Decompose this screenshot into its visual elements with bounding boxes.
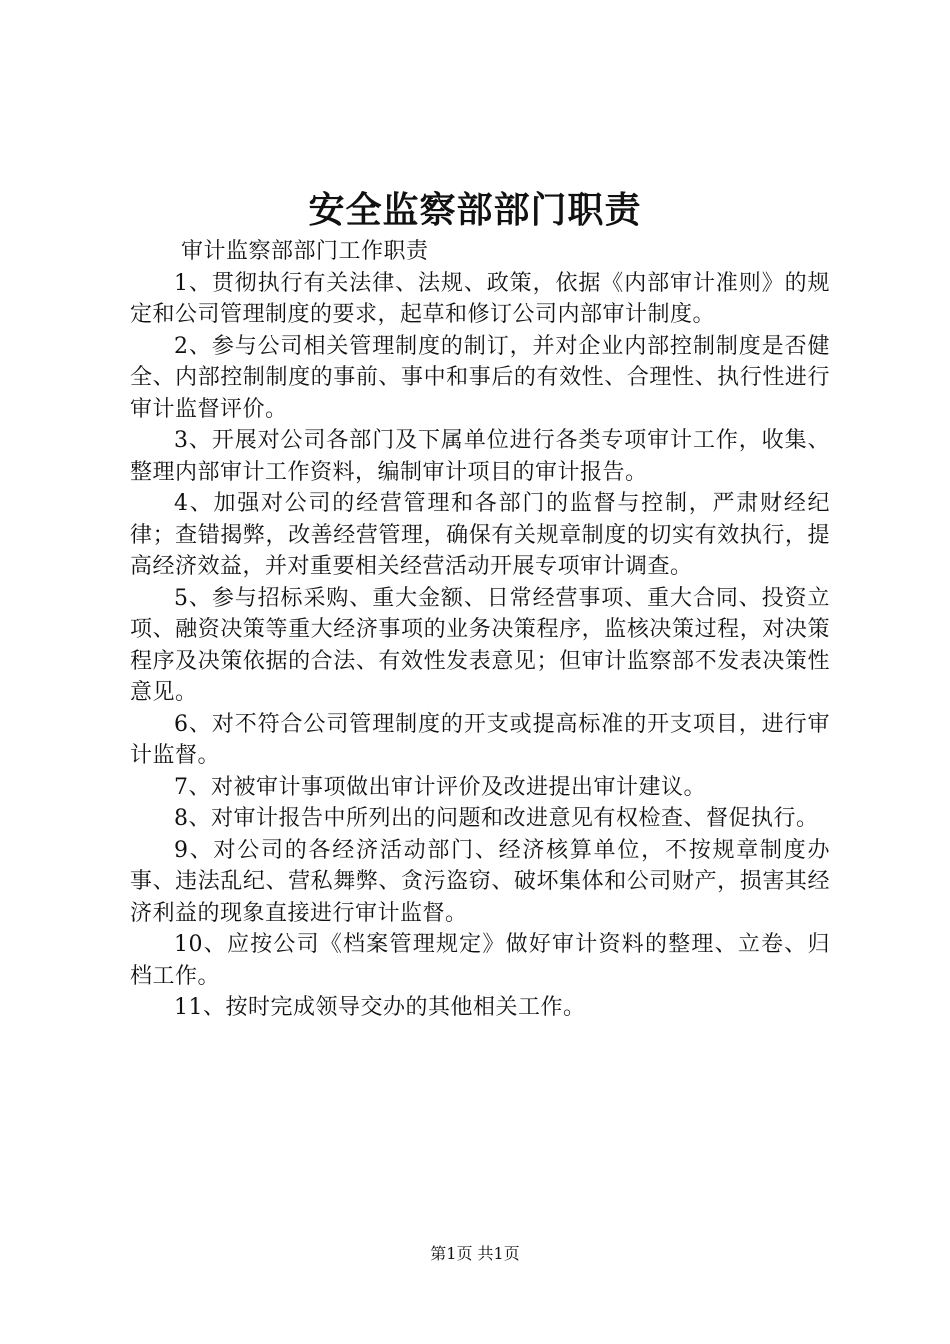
duty-paragraph-4: 4、加强对公司的经营管理和各部门的监督与控制，严肃财经纪律；查错揭弊，改善经营管理，确保有关规章制度的切实有效执行，提高经济效益，并对重要相关经营活动开展专项审计调查。	[130, 491, 830, 579]
duty-paragraph-2: 2、参与公司相关管理制度的制订，并对企业内部控制制度是否健全、内部控制制度的事前、事中和事后的有效性、合理性、执行性进行审计监督评价。	[130, 333, 830, 422]
page-footer: 第1页 共1页	[430, 1244, 520, 1263]
duty-paragraph-8: 8、对审计报告中所列出的问题和改进意见有权检查、督促执行。	[174, 806, 819, 831]
duty-paragraph-7: 7、对被审计事项做出审计评价及改进提出审计建议。	[174, 774, 706, 800]
section-subtitle: 审计监察部部门工作职责	[181, 239, 429, 264]
document-body	[130, 236, 830, 1024]
duty-paragraph-6: 6、对不符合公司管理制度的开支或提高标准的开支项目，进行审计监督。	[130, 711, 830, 768]
duty-paragraph-3: 3、开展对公司各部门及下属单位进行各类专项审计工作，收集、整理内部审计工作资料，编制审计项目的审计报告。	[130, 428, 830, 485]
duty-paragraph-5: 5、参与招标采购、重大金额、日常经营事项、重大合同、投资立项、融资决策等重大经济事项的业务决策程序，监核决策过程，对决策程序及决策依据的合法、有效性发表意见；但审计监察部不发表决策性意见。	[130, 585, 830, 705]
page-title: 安全监察部部门职责	[308, 189, 642, 231]
duty-paragraph-9: 9、对公司的各经济活动部门、经济核算单位，不按规章制度办事、违法乱纪、营私舞弊、贪污盗窃、破坏集体和公司财产，损害其经济利益的现象直接进行审计监督。	[130, 837, 830, 926]
duty-paragraph-11: 11、按时完成领导交办的其他相关工作。	[174, 995, 586, 1020]
duty-paragraph-1: 1、贯彻执行有关法律、法规、政策，依据《内部审计准则》的规定和公司管理制度的要求，起草和修订公司内部审计制度。	[130, 270, 830, 327]
duty-paragraph-10: 10、应按公司《档案管理规定》做好审计资料的整理、立卷、归档工作。	[130, 932, 830, 989]
